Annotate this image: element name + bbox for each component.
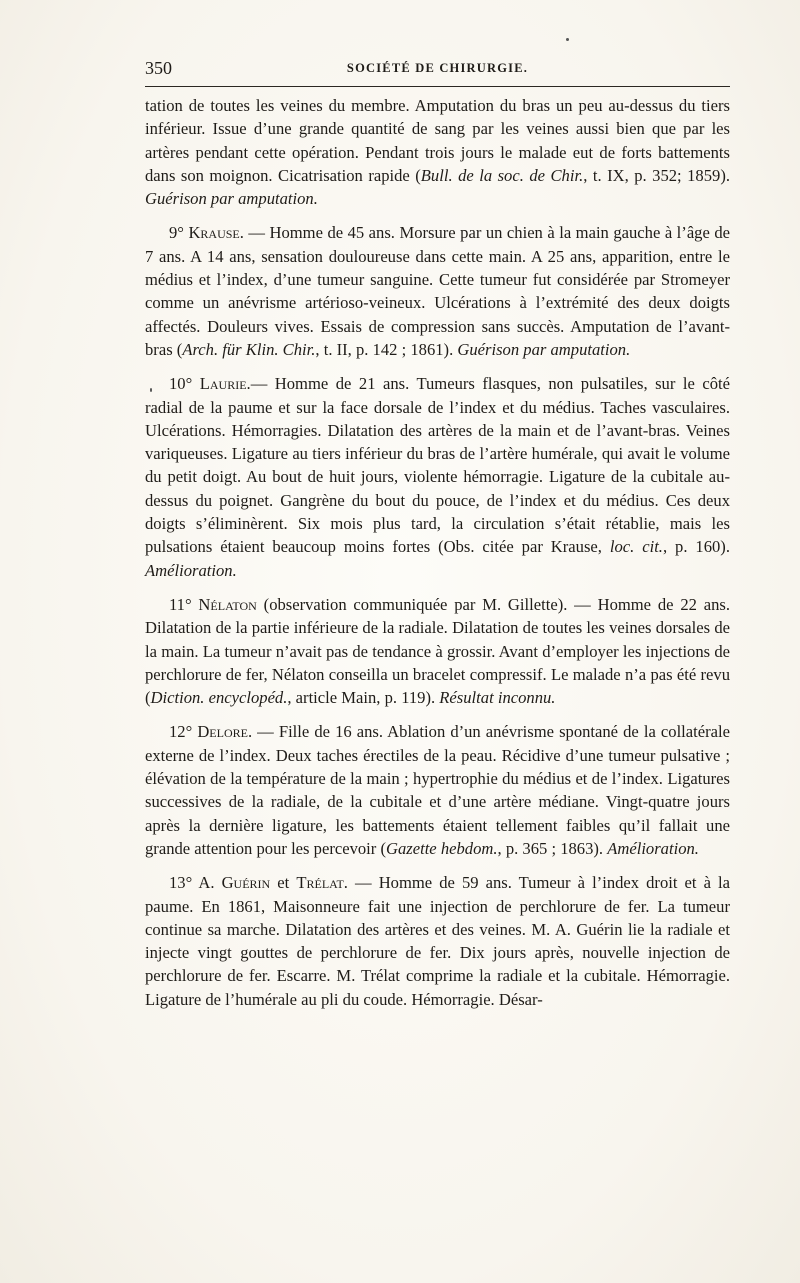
- text: tation de toutes les veines du membre. Amputation du bras un peu au-dessus du tiers inférieur. Issue d’une grande quantité de sang par les veines aussi bien que par les artères pendant cette opération. Pendant trois jours le malade eut de forts battements dans son moignon. Cicatrisation rapide (: [145, 96, 730, 185]
- text: , article Main, p. 119).: [287, 688, 440, 708]
- case-12-delore: [145, 720, 730, 860]
- running-title: SOCIÉTÉ DE CHIRURGIE.: [346, 61, 529, 75]
- paragraph-continuation: [145, 94, 730, 210]
- header-rule: [145, 86, 730, 87]
- author-name: Delore.: [197, 722, 253, 742]
- text: — Homme de 21 ans. Tumeurs flasques, non pulsatiles, sur le côté radial de la paume et sur la face dorsale de l’index et du médius. Taches vasculaires. Ulcérations. Hémorragies. Dilatation des artères de la main et de l’avant-bras. Veines variqueuses. Ligature au tiers inférieur du bras de l’artère humérale, qui avait le volume du petit doigt. Au bout de huit jours, violente hémorragie. Ligature de la cubitale au-dessus du poignet. Gangrène du bout du pouce, de l’index et du médius. Ces deux doigts s’éliminèrent. Six mois plus tard, la circulation s’était rétablie, mais les pulsations étaient beaucoup moins fortes (Obs. citée par Krause,: [145, 374, 730, 557]
- ink-speck: [566, 38, 569, 41]
- outcome: Amélioration.: [607, 838, 699, 858]
- text: — Homme de 59 ans. Tumeur à l’index droit et à la paume. En 1861, Maisonneure fait une injection de perchlorure de fer. La tumeur continue sa marche. Dilatation des artères et des veines. M. A. Guérin lie la radiale et injecte vingt gouttes de perchlorure de fer. Dix jours après, nouvelle injection de perchlorure de fer. Escarre. M. Trélat comprime la radiale et la cubitale. Hémorragie. Ligature de l’humérale au pli du coude. Hémorragie. Désar-: [145, 873, 730, 1009]
- citation-title: loc. cit.: [609, 537, 663, 557]
- case-number: 9°: [169, 223, 189, 243]
- text: , p. 160).: [662, 537, 730, 557]
- page-header: [145, 58, 730, 80]
- name-connector: et: [270, 873, 297, 893]
- outcome: Amélioration.: [145, 560, 237, 580]
- author-name: Trélat.: [296, 873, 348, 893]
- case-number: 12°: [169, 722, 198, 742]
- case-11-nelaton: [145, 593, 730, 709]
- citation-title: Bull. de la soc. de Chir.: [420, 165, 584, 185]
- outcome: Résultat inconnu.: [439, 688, 556, 708]
- case-13-guerin-trelat: [145, 871, 730, 1011]
- author-name: Nélaton: [198, 594, 257, 614]
- case-number: 11°: [169, 594, 199, 614]
- case-number: 10°: [169, 374, 200, 394]
- text: — Homme de 45 ans. Morsure par un chien à la main gauche à l’âge de 7 ans. A 14 ans, sensation douloureuse dans cette main. A 25 ans, apparition, entre le médius et l’index, d’une tumeur sanguine. Cette tumeur fut considérée par Stromeyer comme un anévrisme artérioso-veineux. Ulcérations à l’extrémité des deux doigts affectés. Douleurs vives. Essais de compression sans succès. Amputation de l’avant-bras (: [145, 223, 730, 359]
- author-name: Krause.: [188, 223, 244, 243]
- text: — Fille de 16 ans. Ablation d’un anévrisme spontané de la collatérale externe de l’index. Deux taches érectiles de la peau. Récidive d’une tumeur pulsative ; élévation de la température de la main ; hypertrophie du médius et de l’index. Ligatures successives de la radiale, de la cubitale et d’une artère médiane. Vingt-quatre jours après la dernière ligature, les battements étaient tellement faibles qu’il fallait une grande attention pour les percevoir (: [145, 722, 730, 858]
- text: , t. IX, p. 352; 1859).: [583, 165, 730, 185]
- text: , p. 365 ; 1863).: [497, 838, 608, 858]
- author-name: Guérin: [221, 873, 271, 893]
- author-name: Laurie.: [199, 374, 251, 394]
- text: (observation communiquée par M. Gillette). — Homme de 22 ans. Dilatation de la partie inférieure de la radiale. Dilatation de toutes les veines dorsales de la main. La tumeur n’avait pas de tendance à grossir. Avant d’employer les injections de perchlorure de fer, Nélaton conseilla un bracelet compressif. Le malade n’a pas été revu (: [145, 594, 730, 708]
- outcome: Guérison par amputation.: [145, 189, 318, 209]
- outcome: Guérison par amputation.: [457, 339, 631, 359]
- text: , t. II, p. 142 ; 1861).: [315, 339, 458, 359]
- citation-title: Gazette hebdom.: [385, 838, 498, 858]
- case-10-laurie: [145, 372, 730, 582]
- case-number: 13° A.: [169, 873, 222, 893]
- page-body: [145, 94, 730, 1011]
- citation-title: Arch. für Klin. Chir.: [182, 339, 316, 359]
- citation-title: Diction. encyclopéd.: [150, 688, 288, 708]
- page-number: 350: [145, 58, 172, 78]
- case-9-krause: [145, 221, 730, 361]
